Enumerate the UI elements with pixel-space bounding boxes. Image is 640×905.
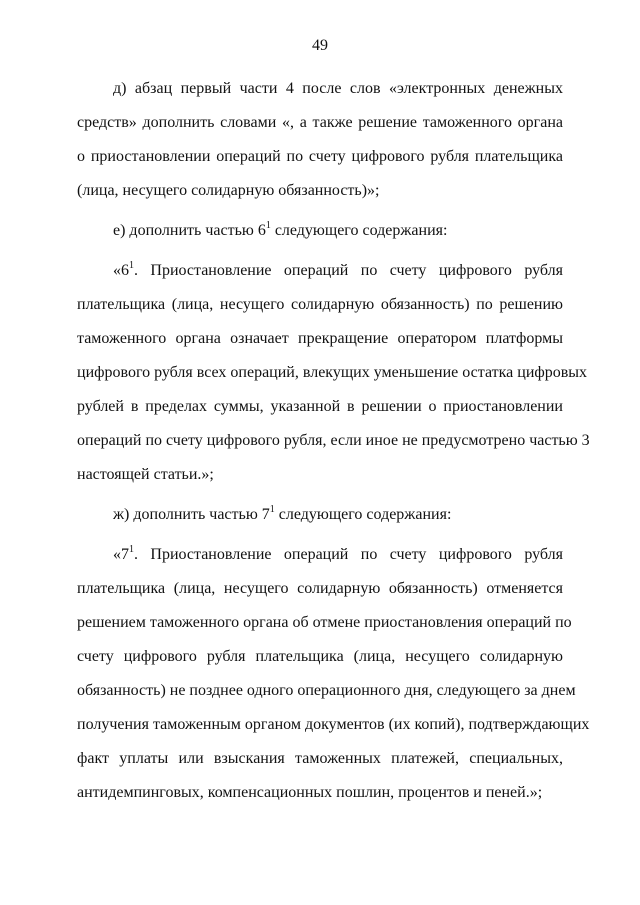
superscript: 1 (129, 260, 134, 271)
text-line: решением таможенного органа об отмене приостановления операций по (77, 614, 572, 631)
text-line (77, 254, 563, 288)
text-span: е) дополнить частью 6 (113, 222, 266, 239)
text-span: . Приостановление операций по счету цифрового рубля (134, 262, 563, 279)
paragraph-e (77, 214, 563, 248)
text-line: настоящей статьи.»; (77, 466, 214, 483)
text-line: антидемпинговых, компенсационных пошлин, процентов и пеней.»; (77, 784, 543, 801)
superscript: 1 (265, 220, 271, 231)
paragraph-zh (77, 498, 563, 532)
text-line: о приостановлении операций по счету цифрового рубля плательщика (77, 148, 563, 165)
text-line (77, 538, 563, 572)
text-span: «6 (113, 262, 129, 279)
text-span: «7 (113, 546, 129, 563)
text-line: плательщика (лица, несущего солидарную обязанность) отменяется (77, 580, 563, 597)
text-line: обязанность) не позднее одного операционного дня, следующего за днем (77, 682, 576, 699)
superscript: 1 (129, 544, 134, 555)
superscript: 1 (269, 504, 275, 515)
paragraph-7-1 (77, 538, 590, 810)
text-line: факт уплаты или взыскания таможенных платежей, специальных, (77, 750, 563, 767)
text-line: д) абзац первый части 4 после слов «электронных денежных (113, 80, 563, 97)
paragraph-d (77, 72, 563, 208)
text-line: цифрового рубля всех операций, влекущих уменьшение остатка цифровых (77, 364, 588, 381)
text-span: . Приостановление операций по счету цифрового рубля (134, 546, 563, 563)
text-span: следующего содержания: (274, 506, 452, 523)
paragraph-6-1 (77, 254, 590, 492)
text-line: (лица, несущего солидарную обязанность)»; (77, 182, 380, 199)
text-line: средств» дополнить словами «, а также решение таможенного органа (77, 114, 563, 131)
text-span: ж) дополнить частью 7 (113, 506, 270, 523)
text-line: счету цифрового рубля плательщика (лица, несущего солидарную (77, 648, 563, 665)
text-line: операций по счету цифрового рубля, если иное не предусмотрено частью 3 (77, 432, 590, 449)
text-line: таможенного органа означает прекращение оператором платформы (77, 330, 563, 347)
page-number: 49 (312, 37, 328, 54)
text-line: плательщика (лица, несущего солидарную обязанность) по решению (77, 296, 563, 313)
text-line: получения таможенным органом документов (их копий), подтверждающих (77, 716, 590, 733)
text-line: рублей в пределах суммы, указанной в решении о приостановлении (77, 398, 563, 415)
document-body (77, 72, 590, 810)
text-span: следующего содержания: (270, 222, 448, 239)
